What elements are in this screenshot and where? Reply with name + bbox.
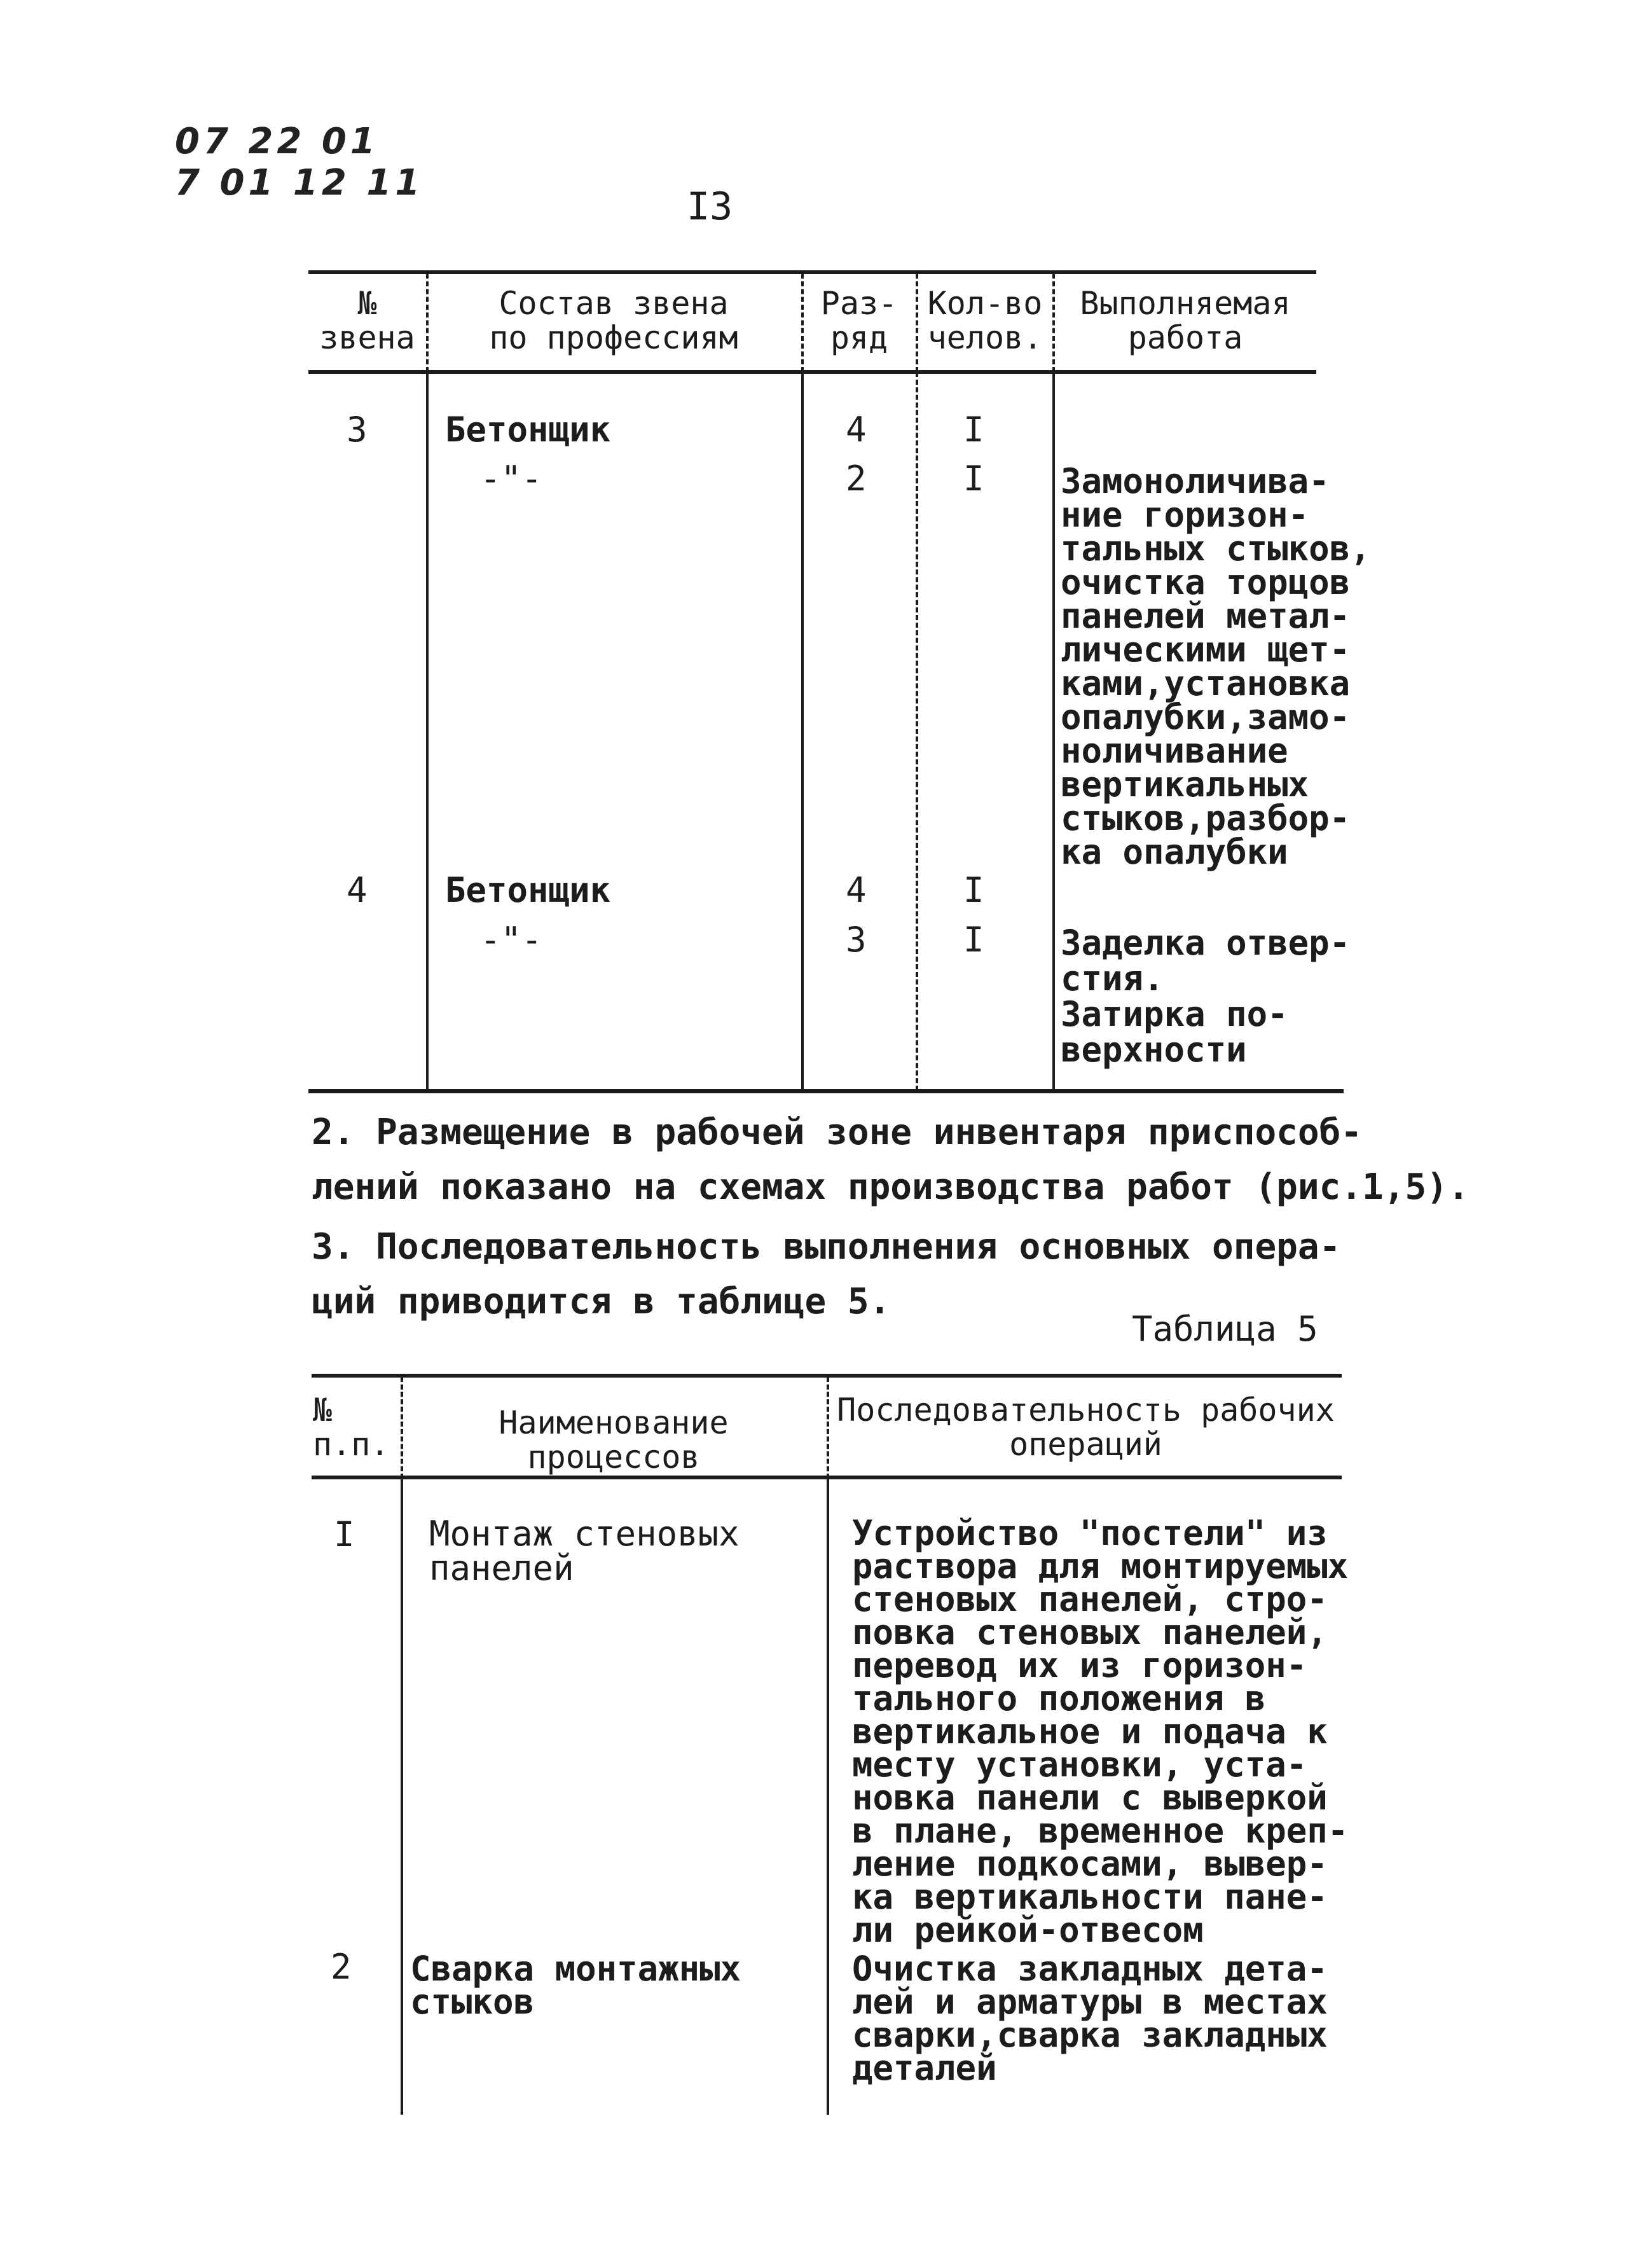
table1-row1-prof: Бетонщик [445, 410, 611, 450]
table1-row3-kol: I [963, 870, 984, 910]
table1-row2-work: Замоноличива- ние горизон- тальных стыков, очистка торцов панелей метал- лическими щет- ками,установка опалубки,замо- ноличивание вертикальных стыков,разбор- ка опалубки [1061, 461, 1371, 872]
table1-header-rabota: Выполняемая работа [1080, 285, 1291, 356]
table5-col-divider-1-body [401, 1479, 403, 2115]
table1-header-razryad: Раз- ряд [820, 285, 898, 356]
table5-col-divider-2-body [827, 1479, 829, 2115]
table5-col-divider-1 [401, 1377, 403, 1479]
page-number: I3 [687, 184, 733, 229]
paragraph-3: 3. Последовательность выполнения основных опера- ций приводится в таблице 5. [312, 1226, 1341, 1322]
table1-col-divider-1 [426, 273, 429, 372]
table1-row3-prof: Бетонщик [445, 870, 611, 910]
table5-header-ops: Последовательность рабочих операций [837, 1392, 1335, 1463]
table5-row1-ops: Устройство "постели" из раствора для монтируемых стеновых панелей, стро- повка стеновых панелей, перевод их из горизон- тального положения в вертикальное и подача к месту установки, уста- новка панели с выверкой в плане, временное креп- ление подкосами, вывер- ка вертикальности пане- ли рейкой-отвесом [852, 1513, 1349, 1950]
table5-row1-num: I [334, 1514, 355, 1554]
paragraph-2: 2. Размещение в рабочей зоне инвентаря приспособ- лений показано на схемах производства работ (рис.1,5). [312, 1112, 1470, 1208]
table5-caption: Таблица 5 [1132, 1309, 1318, 1349]
table5-row2-ops: Очистка закладных дета- лей и арматуры в местах сварки,сварка закладных деталей [852, 1949, 1328, 2088]
table1-top-rule [308, 270, 1316, 274]
doc-code-line-1: 07 22 01 [175, 121, 379, 162]
table1-row1-razryad: 4 [846, 410, 867, 450]
table1-row3-razryad: 4 [846, 870, 867, 910]
table1-col-divider-2-body [801, 372, 804, 1091]
table1-row4-work: Заделка отвер- стия. Затирка по- верхности [1061, 923, 1351, 1070]
table1-row1-kol: I [963, 410, 984, 450]
doc-code-line-2: 7 01 12 11 [175, 162, 424, 204]
table1-row3-zveno: 4 [347, 870, 368, 910]
table1-col-divider-1-body [426, 372, 429, 1091]
table1-bottom-rule [308, 1089, 1344, 1093]
table1-row4-razryad: 3 [846, 920, 867, 960]
table5-header-name: Наименование процессов [499, 1404, 729, 1476]
table1-row2-prof: -"- [480, 459, 542, 499]
table1-header-sostav: Состав звена по профессиям [489, 285, 738, 356]
table1-row2-kol: I [963, 459, 984, 499]
table1-header-rule [308, 370, 1316, 374]
table1-row4-kol: I [963, 920, 984, 960]
table5-row2-num: 2 [331, 1947, 352, 1987]
table5-col-divider-2 [827, 1377, 829, 1479]
table5-row1-name: Монтаж стеновых панелей [429, 1514, 740, 1588]
table1-row4-prof: -"- [480, 920, 542, 960]
table5-row2-name: Сварка монтажных стыков [410, 1949, 741, 2022]
table1-row1-zveno: 3 [347, 410, 368, 450]
table1-col-divider-4-body [1052, 372, 1055, 1091]
table1-header-zveno: № звена [319, 285, 415, 356]
table5-header-num: № п.п. [313, 1392, 390, 1463]
table1-header-kolvo: Кол-во челов. [927, 285, 1043, 356]
table1-row2-razryad: 2 [846, 459, 867, 499]
table1-col-divider-3-body [916, 372, 918, 1091]
